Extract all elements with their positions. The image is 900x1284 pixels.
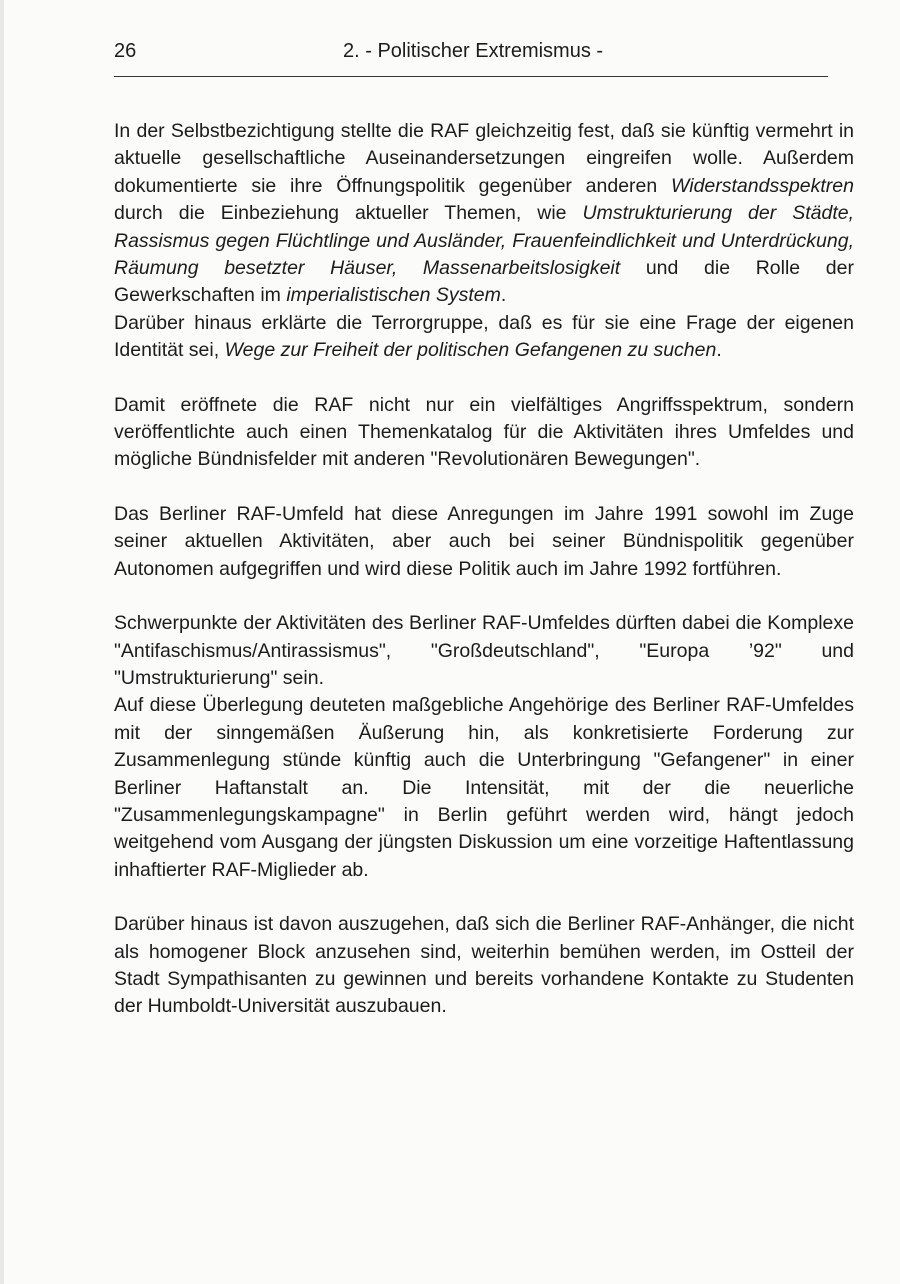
- paragraph-2: [114, 310, 854, 365]
- page-number: 26: [114, 40, 137, 62]
- paragraph-4: Das Berliner RAF-Umfeld hat diese Anregungen im Jahre 1991 sowohl im Zuge seiner aktuellen Aktivitäten, aber auch bei seiner Bündnispolitik gegenüber Autonomen aufgegriffen und wird diese Politik auch im Jahre 1992 fortführen.: [114, 502, 854, 580]
- paragraph-1-text-3: und die Rolle der Gewerkschaften im: [114, 257, 854, 307]
- paragraph-6: Auf diese Überlegung deuteten maßgebliche Angehörige des Berliner RAF-Umfeldes mit der sinngemäßen Äußerung hin, als konkretisierte Forderung zur Zusammenlegung stünde künftig auch die Unterbringung "Gefangener" in einer Berliner Haftanstalt an. Die Intensität, mit der die neuerliche "Zusammenlegungskampagne" in Berlin geführt werden wird, hängt jedoch weitgehend vom Ausgang der jüngsten Diskussion um eine vorzeitige Haftentlassung inhaftierter RAF-Miglieder ab.: [114, 694, 854, 881]
- paragraph-3: Damit eröffnete die RAF nicht nur ein vielfältiges Angriffsspektrum, sondern veröffentlichte auch einen Themenkatalog für die Aktivitäten ihres Umfeldes und mögliche Bündnisfelder mit anderen "Revolutionären Bewegungen".: [114, 393, 854, 471]
- header-rule: [114, 76, 828, 77]
- document-body: [114, 118, 854, 1021]
- page-edge: [0, 0, 4, 1284]
- paragraph-1-text-2: durch die Einbeziehung aktueller Themen, wie: [114, 202, 583, 225]
- paragraph-1-text-4: .: [500, 284, 507, 307]
- paragraph-2-italic-1: Wege zur Freiheit der politischen Gefangenen zu suchen: [224, 339, 717, 362]
- paragraph-5: Schwerpunkte der Aktivitäten des Berliner RAF-Umfeldes dürften dabei die Komplexe "Antifaschismus/Antirassismus", "Großdeutschland", "Europa ’92" und "Umstrukturierung" sein.: [114, 612, 854, 689]
- chapter-title: 2. - Politischer Extremismus -: [343, 40, 604, 62]
- page-header: [114, 38, 854, 78]
- paragraph-2-text-2: .: [716, 339, 722, 362]
- paragraph-1-italic-1: Widerstandsspektren: [671, 174, 854, 197]
- paragraph-1-text-1: In der Selbstbezichtigung stellte die RAF gleichzeitig fest, daß sie künftig vermehrt in aktuelle gesellschaftliche Auseinandersetzungen eingreifen wolle. Außerdem dokumentierte sie ihre Öffnungspolitik gegenüber anderen: [114, 120, 854, 197]
- paragraph-1-italic-3: imperialistischen System: [286, 284, 501, 307]
- paragraph-7: Darüber hinaus ist davon auszugehen, daß sich die Berliner RAF-Anhänger, die nicht als homogener Block anzusehen sind, weiterhin bemühen werden, im Ostteil der Stadt Sympathisanten zu gewinnen und bereits vorhandene Kontakte zu Studenten der Humboldt-Universität auszubauen.: [114, 913, 854, 1018]
- paragraph-1: [114, 118, 854, 310]
- paragraph-2-text-1: Darüber hinaus erklärte die Terrorgruppe, daß es für sie eine Frage der eigenen Identität sei,: [114, 311, 854, 362]
- paragraph-1-italic-2: Umstrukturierung der Städte, Rassismus gegen Flüchtlinge und Ausländer, Frauenfeindlichkeit und Unterdrückung, Räumung besetzter Häuser, Massenarbeitslosigkeit: [114, 202, 855, 280]
